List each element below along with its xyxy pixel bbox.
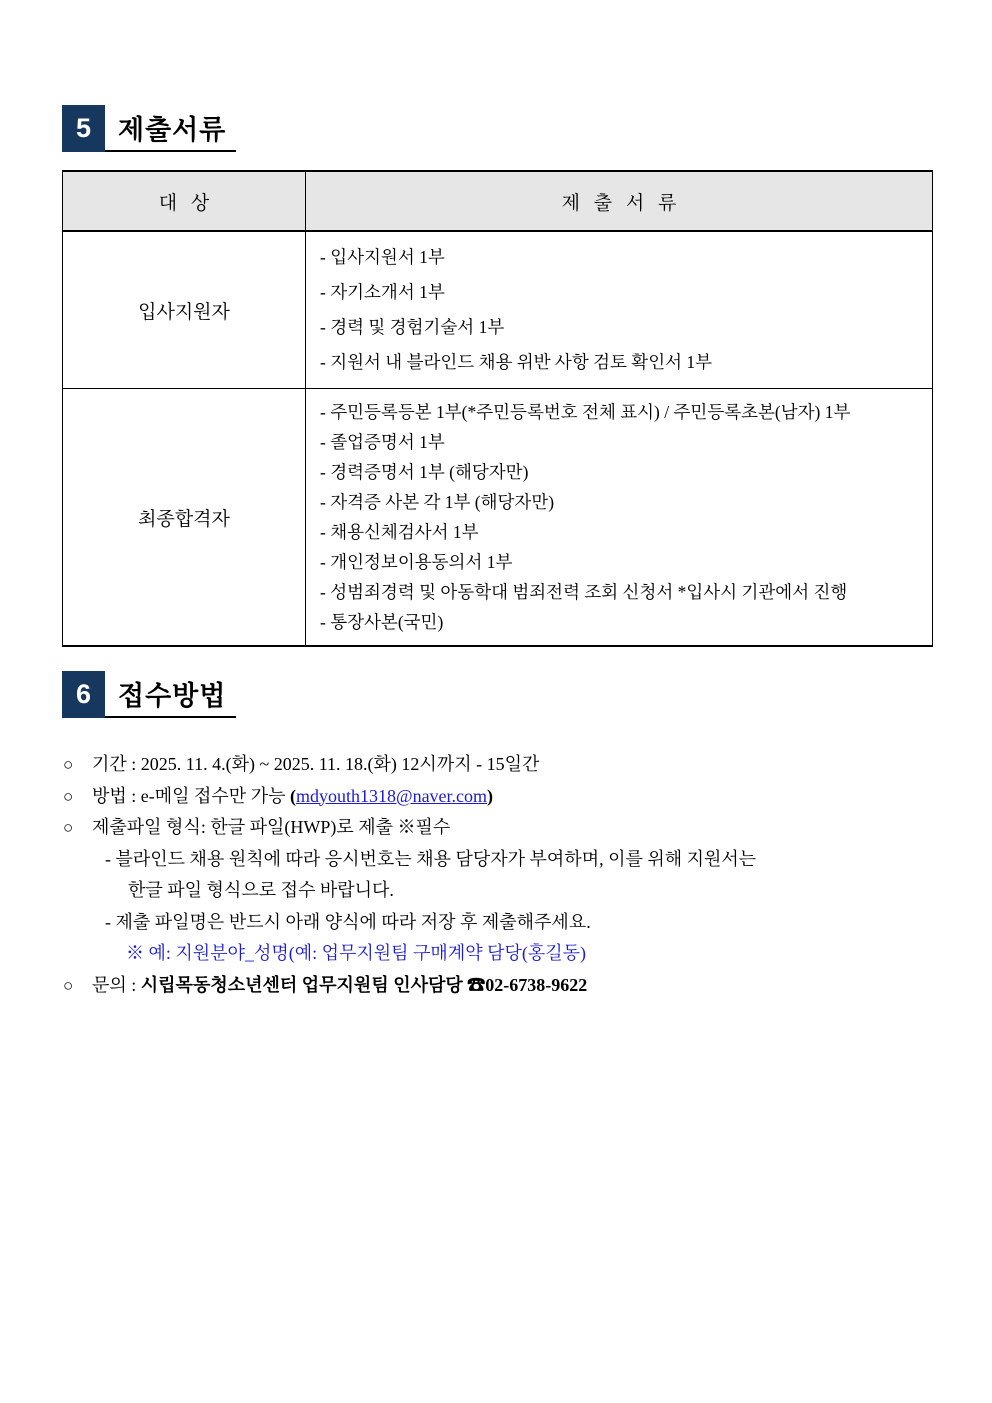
section5-number-badge: 5 bbox=[62, 105, 105, 152]
filename-example-line bbox=[62, 938, 933, 970]
contact-line bbox=[62, 970, 933, 1002]
contact-prefix-text: 문의 : bbox=[92, 974, 141, 995]
document-line: - 자격증 사본 각 1부 (해당자만) bbox=[320, 492, 555, 512]
document-line: - 채용신체검사서 1부 bbox=[320, 522, 479, 542]
table-row-applicant bbox=[63, 231, 933, 389]
document-line: - 성범죄경력 및 아동학대 범죄전력 조회 신청서 *입사시 기관에서 진행 bbox=[320, 582, 848, 602]
filename-rule-text: - 제출 파일명은 반드시 아래 양식에 따라 저장 후 제출해주세요. bbox=[105, 911, 591, 932]
target-cell-final: 최종합격자 bbox=[63, 389, 306, 647]
paren-open: ( bbox=[289, 785, 296, 806]
section5-header bbox=[62, 105, 236, 152]
document-line: - 경력 및 경험기술서 1부 bbox=[320, 317, 505, 337]
document-line: - 자기소개서 1부 bbox=[320, 282, 445, 302]
document-line: - 통장사본(국민) bbox=[320, 612, 444, 632]
table-header-row bbox=[63, 171, 933, 231]
documents-cell-applicant bbox=[306, 231, 933, 389]
application-method-list bbox=[62, 749, 933, 1001]
circle-bullet-icon: ○ bbox=[63, 975, 74, 995]
documents-cell-final bbox=[306, 389, 933, 647]
contact-bold-text: 시립목동청소년센터 업무지원팀 인사담당 ☎02-6738-9622 bbox=[140, 974, 588, 995]
blind-principle-line2 bbox=[62, 875, 933, 907]
document-line: - 입사지원서 1부 bbox=[320, 247, 445, 267]
submission-documents-table bbox=[62, 170, 933, 647]
circle-bullet-icon: ○ bbox=[63, 818, 74, 837]
email-link[interactable]: mdyouth1318@naver.com bbox=[295, 785, 488, 806]
paren-close: ) bbox=[487, 785, 494, 806]
document-line: - 경력증명서 1부 (해당자만) bbox=[320, 462, 529, 482]
document-line: - 졸업증명서 1부 bbox=[320, 432, 445, 452]
blind-principle-line1 bbox=[62, 844, 933, 876]
document-line: - 주민등록등본 1부(*주민등록번호 전체 표시) / 주민등록초본(남자) 1부 bbox=[320, 402, 851, 422]
document-line: - 개인정보이용동의서 1부 bbox=[320, 552, 513, 572]
document-line: - 지원서 내 블라인드 채용 위반 사항 검토 확인서 1부 bbox=[320, 352, 713, 372]
filename-example-text: ※ 예: 지원분야_성명(예: 업무지원팀 구매계약 담당(홍길동) bbox=[126, 943, 587, 963]
section5-title: 제출서류 bbox=[105, 105, 236, 152]
blind-principle-text2: 한글 파일 형식으로 접수 바랍니다. bbox=[128, 880, 394, 900]
circle-bullet-icon: ○ bbox=[63, 786, 74, 806]
table-row-final bbox=[63, 389, 933, 647]
filename-rule-line bbox=[62, 907, 933, 939]
period-line bbox=[62, 749, 933, 781]
section6-number-badge: 6 bbox=[62, 671, 105, 718]
period-text: 기간 : 2025. 11. 4.(화) ~ 2025. 11. 18.(화) 12시까지 - 15일간 bbox=[92, 754, 540, 774]
col-header-target: 대 상 bbox=[63, 171, 306, 231]
method-text: 방법 : e-메일 접수만 가능 bbox=[92, 785, 290, 806]
target-cell-applicant: 입사지원자 bbox=[63, 231, 306, 389]
method-line bbox=[62, 781, 933, 813]
col-header-documents: 제 출 서 류 bbox=[306, 171, 933, 231]
circle-bullet-icon: ○ bbox=[63, 755, 74, 774]
file-format-line bbox=[62, 812, 933, 844]
section6-header bbox=[62, 671, 236, 718]
section6-title: 접수방법 bbox=[105, 671, 236, 718]
file-format-text: 제출파일 형식: 한글 파일(HWP)로 제출 ※필수 bbox=[92, 817, 451, 837]
blind-principle-text1: - 블라인드 채용 원칙에 따라 응시번호는 채용 담당자가 부여하며, 이를 위해 지원서는 bbox=[105, 848, 757, 869]
